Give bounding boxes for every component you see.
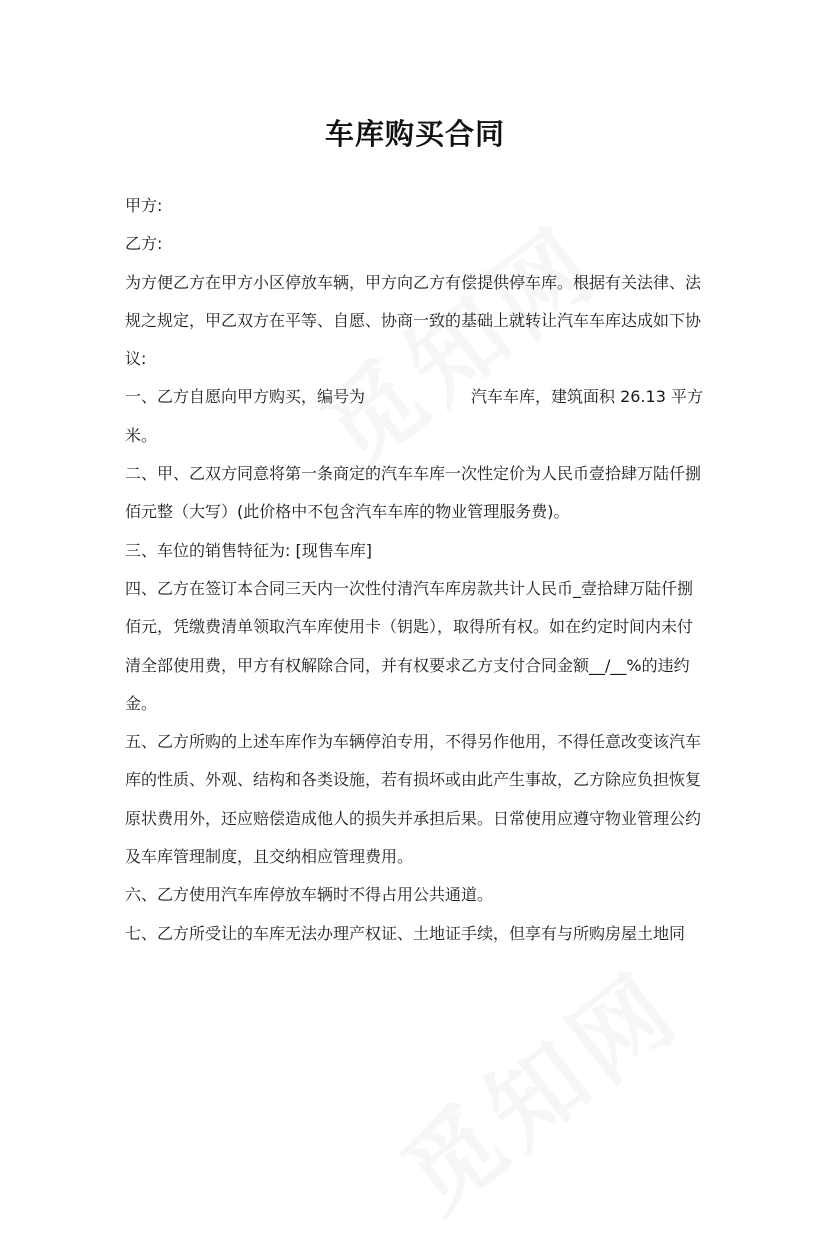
watermark-lower bbox=[370, 934, 705, 1238]
clause-1-text-after: 汽车车库，建筑面积 26.13 平方米。 bbox=[125, 387, 703, 445]
clause-1-text-before: 一、乙方自愿向甲方购买，编号为 bbox=[125, 387, 366, 407]
clause-4: 四、乙方在签订本合同三天内一次性付清汽车库房款共计人民币_壹拾肆万陆仟捌佰元，凭缴费清单领取汽车库使用卡（钥匙），取得所有权。如在约定时间内未付清全部使用费，甲方有权解除合同，并有权要求乙方支付合同金额__/__%的违约金。 bbox=[125, 578, 694, 713]
clause-3: 三、车位的销售特征为: [现售车库] bbox=[125, 540, 372, 560]
clause-6: 六、乙方使用汽车库停放车辆时不得占用公共通道。 bbox=[125, 885, 494, 905]
contract-body bbox=[125, 187, 705, 953]
party-b-line: 乙方: bbox=[125, 234, 163, 254]
clause-1 bbox=[125, 378, 705, 455]
clause-7: 七、乙方所受让的车库无法办理产权证、土地证手续，但享有与所购房屋土地同 bbox=[125, 923, 686, 943]
clause-5: 五、乙方所购的上述车库作为车辆停泊专用，不得另作他用，不得任意改变该汽车库的性质、外观、结构和各类设施，若有损坏或由此产生事故，乙方除应负担恢复原状费用外，还应赔偿造成他人的损失并承担后果。日常使用应遵守物业管理公约及车库管理制度，且交纳相应管理费用。 bbox=[125, 732, 702, 867]
preamble-paragraph: 为方便乙方在甲方小区停放车辆，甲方向乙方有偿提供停车库。根据有关法律、法规之规定，甲乙双方在平等、自愿、协商一致的基础上就转让汽车车库达成如下协议: bbox=[125, 272, 702, 369]
document-title: 车库购买合同 bbox=[324, 117, 505, 151]
party-a-line: 甲方: bbox=[125, 196, 163, 215]
clause-2: 二、甲、乙双方同意将第一条商定的汽车车库一次性定价为人民币壹拾肆万陆仟捌佰元整（大写）(此价格中不包含汽车车库的物业管理服务费)。 bbox=[125, 464, 702, 522]
